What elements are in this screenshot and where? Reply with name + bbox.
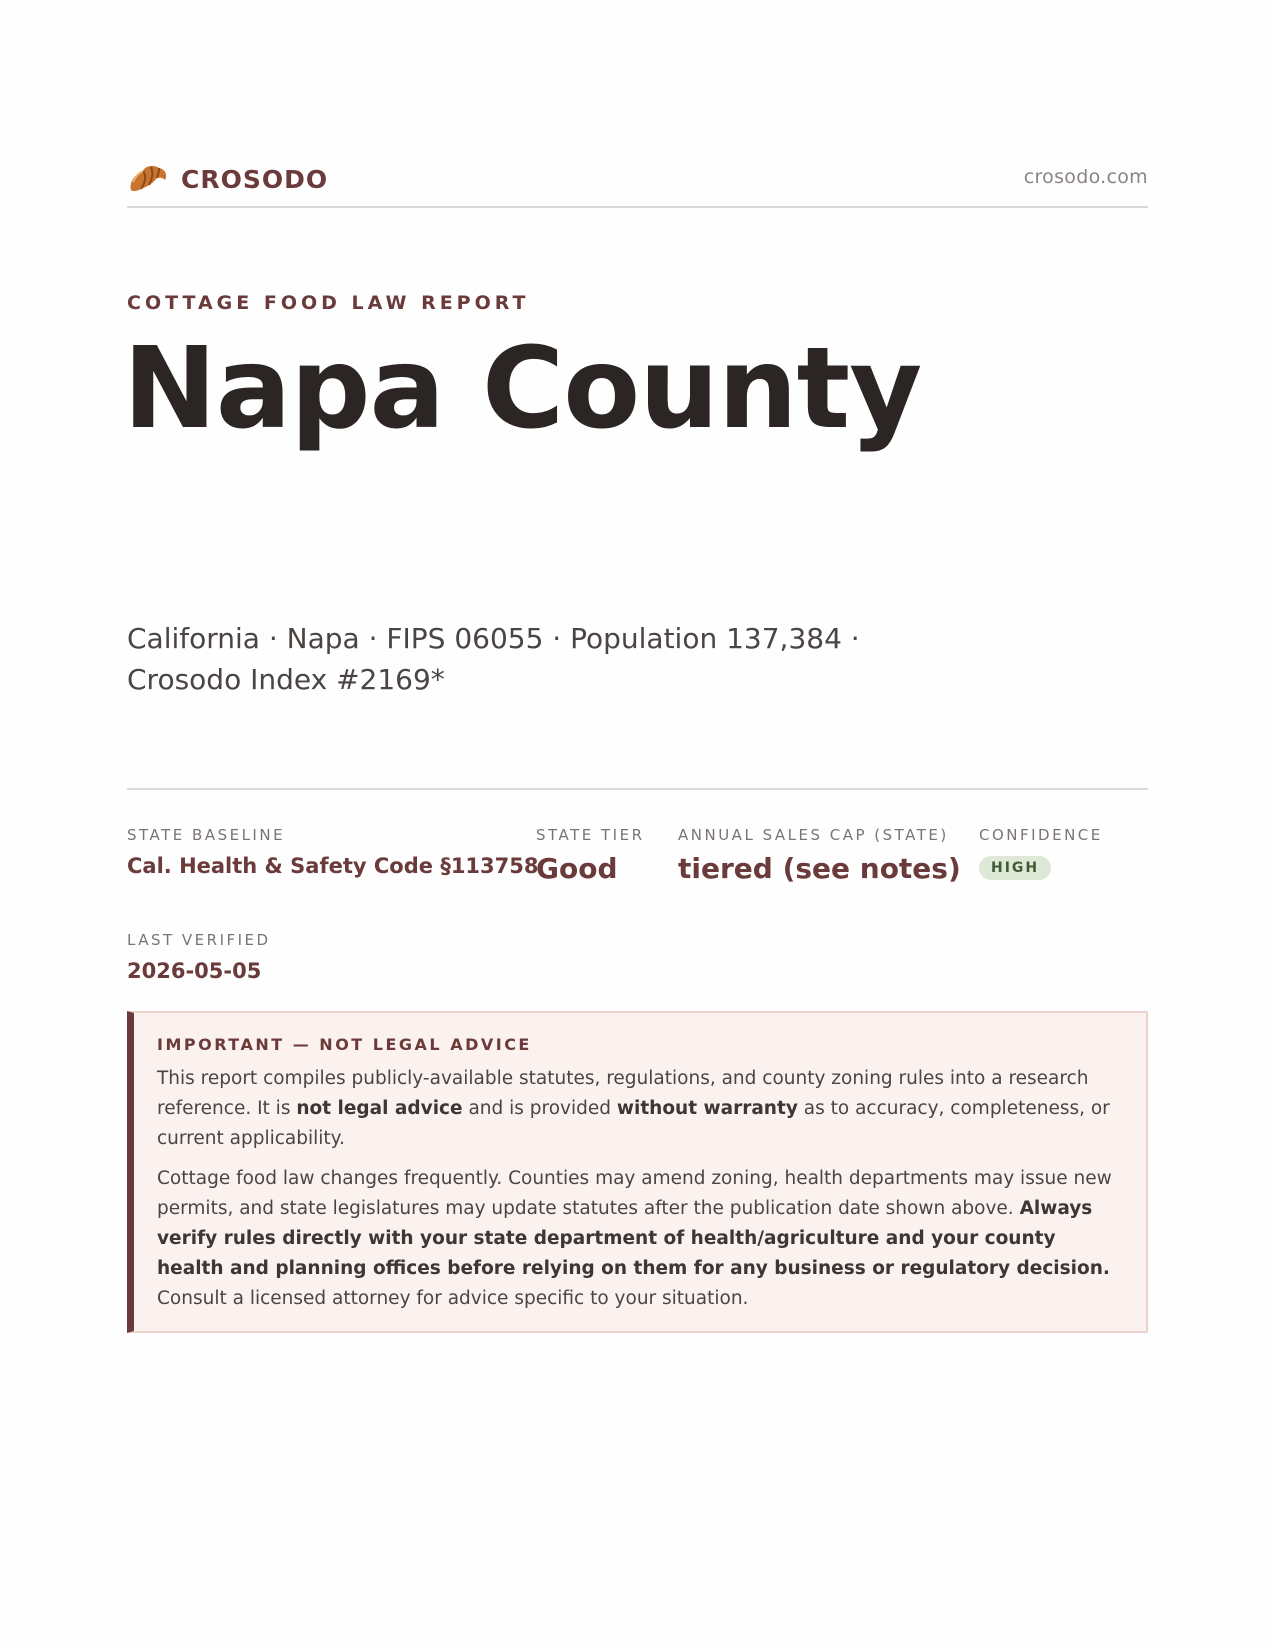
brand-name: CROSODO — [181, 164, 329, 194]
stat-state-baseline — [127, 826, 539, 878]
stat-label: ANNUAL SALES CAP (STATE) — [678, 826, 949, 844]
stat-label: STATE TIER — [536, 826, 645, 844]
notice-text: and is provided — [462, 1098, 617, 1119]
section-divider — [127, 788, 1148, 790]
notice-text: Cottage food law changes frequently. Counties may amend zoning, health departments may issue new permits, and state legislatures may update statutes after the publication date shown above. — [157, 1168, 1112, 1219]
notice-paragraph-1 — [157, 1064, 1124, 1154]
confidence-badge: HIGH — [979, 856, 1051, 880]
stat-label: STATE BASELINE — [127, 826, 286, 844]
notice-text: This report compiles publicly-available statutes, regulations, and county zoning rules into a research reference. It is — [157, 1068, 1089, 1119]
report-subtitle: California · Napa · FIPS 06055 · Population 137,384 · Crosodo Index #2169* — [127, 622, 860, 696]
stat-annual-sales-cap — [678, 826, 961, 885]
brand[interactable] — [127, 160, 328, 198]
stat-label: LAST VERIFIED — [127, 931, 271, 949]
stat-value: tiered (see notes) — [678, 852, 961, 885]
legal-notice — [127, 1011, 1148, 1333]
notice-text: Consult a licensed attorney for advice specific to your situation. — [157, 1288, 749, 1309]
croissant-icon — [127, 160, 169, 198]
notice-emphasis: Always verify rules directly with your state department of health/agriculture and your county health and planning offices before relying on them for any business or regulatory decision. — [157, 1198, 1110, 1279]
stat-state-tier — [536, 826, 645, 885]
notice-emphasis: not legal advice — [296, 1098, 463, 1119]
page-title: Napa County — [123, 324, 922, 454]
notice-text: as to accuracy, completeness, or current applicability. — [157, 1098, 1110, 1149]
notice-emphasis: without warranty — [616, 1098, 798, 1119]
header-bar — [127, 156, 1148, 208]
notice-paragraph-2 — [157, 1164, 1124, 1314]
report-type-label: COTTAGE FOOD LAW REPORT — [127, 292, 530, 314]
stat-confidence — [979, 826, 1103, 880]
stat-value: 2026-05-05 — [127, 959, 262, 983]
site-url-link[interactable]: crosodo.com — [1023, 166, 1148, 188]
stat-value: Good — [536, 852, 618, 885]
notice-title: IMPORTANT — NOT LEGAL ADVICE — [157, 1035, 532, 1054]
stat-value: Cal. Health & Safety Code §113758 — [127, 854, 539, 878]
stat-last-verified — [127, 931, 271, 983]
stat-label: CONFIDENCE — [979, 826, 1103, 844]
